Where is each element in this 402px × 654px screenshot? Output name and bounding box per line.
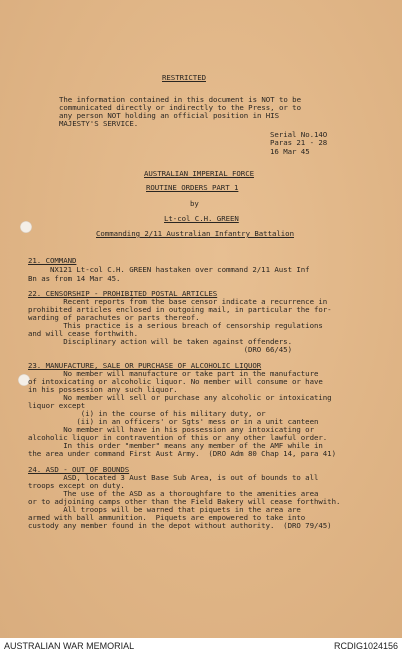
para-line: No member will sell or purchase any alcoholic or intoxicating bbox=[28, 393, 332, 402]
para-line: This practice is a serious breach of censorship regulations bbox=[28, 321, 323, 330]
para-line: alcoholic liquor in contravention of this or any other lawful order. bbox=[28, 433, 328, 442]
notice-line: The information contained in this document is NOT to be bbox=[59, 95, 301, 104]
para-line: ASD, located 3 Aust Base Sub Area, is out of bounds to all bbox=[28, 473, 319, 482]
para-line: No member will manufacture or take part in the manufacture bbox=[28, 369, 319, 378]
punch-hole bbox=[20, 221, 32, 233]
para-line: All troops will be warned that piquets in the area are bbox=[28, 505, 301, 514]
para-line: Recent reports from the base censor indicate a recurrence in bbox=[28, 297, 328, 306]
para-line: custody any member found in the depot without authority. (DRO 79/45) bbox=[28, 521, 332, 530]
para-line: Bn as from 14 Mar 45. bbox=[28, 274, 121, 283]
officer-name: Lt-col C.H. GREEN bbox=[164, 214, 239, 223]
by-label: by bbox=[190, 199, 199, 208]
para-reference: (DRO 66/45) bbox=[28, 345, 292, 354]
para-line: and will cease forthwith. bbox=[28, 329, 138, 338]
para-line: liquor except bbox=[28, 401, 86, 410]
para-line: In this order "member" means any member of the AMF while in bbox=[28, 441, 323, 450]
footer-record-id: RCDIG1024156 bbox=[333, 641, 398, 651]
para-24-heading: 24. ASD - OUT OF BOUNDS bbox=[28, 465, 130, 474]
orders-title: ROUTINE ORDERS PART 1 bbox=[146, 183, 239, 192]
para-line: The use of the ASD as a thoroughfare to the amenities area bbox=[28, 489, 319, 498]
footer-source: AUSTRALIAN WAR MEMORIAL bbox=[4, 641, 135, 651]
para-line: in his possession any such liquor. bbox=[28, 385, 178, 394]
restricted-label: RESTRICTED bbox=[162, 73, 206, 82]
para-line: No member will have in his possession any intoxicating or bbox=[28, 425, 314, 434]
para-line: (i) in the course of his military duty, or bbox=[28, 409, 266, 418]
para-line: Disciplinary action will be taken against offenders. bbox=[28, 337, 292, 346]
para-line: (ii) in an officers' or Sgts' mess or in a unit canteen bbox=[28, 417, 319, 426]
para-line: armed with ball ammunition. Piquets are empowered to take into bbox=[28, 513, 306, 522]
force-title: AUSTRALIAN IMPERIAL FORCE bbox=[144, 169, 254, 178]
notice-line: MAJESTY'S SERVICE. bbox=[59, 119, 139, 128]
footer-bar bbox=[0, 638, 402, 654]
para-line: prohibited articles enclosed in outgoing mail, in particular the for- bbox=[28, 305, 332, 314]
para-22-heading: 22. CENSORSHIP - PROHIBITED POSTAL ARTICLES bbox=[28, 289, 218, 298]
para-line: of intoxicating or alcoholic liquor. No member will consume or have bbox=[28, 377, 323, 386]
para-line: the area under command First Aust Army. (DRO Adm 80 Chap 14, para 41) bbox=[28, 449, 336, 458]
notice-line: communicated directly or indirectly to the Press, or to bbox=[59, 103, 301, 112]
serial-number: Serial No.14O bbox=[270, 130, 328, 139]
para-line: warding of parachutes or parts thereof. bbox=[28, 313, 200, 322]
para-line: NX121 Lt-col C.H. GREEN hastaken over command 2/11 Aust Inf bbox=[28, 265, 310, 274]
para-23-heading: 23. MANUFACTURE, SALE OR PURCHASE OF ALCOHOLIC LIQUOR bbox=[28, 361, 262, 370]
para-21-heading: 21. COMMAND bbox=[28, 256, 77, 265]
order-date: 16 Mar 45 bbox=[270, 147, 310, 156]
notice-line: any person NOT holding an official position in HIS bbox=[59, 111, 279, 120]
para-line: troops except on duty. bbox=[28, 481, 125, 490]
command-line: Commanding 2/11 Australian Infantry Battalion bbox=[96, 229, 294, 238]
paras-range: Paras 21 - 28 bbox=[270, 138, 328, 147]
para-line: or to adjoining camps other than the Field Bakery will cease forthwith. bbox=[28, 497, 341, 506]
